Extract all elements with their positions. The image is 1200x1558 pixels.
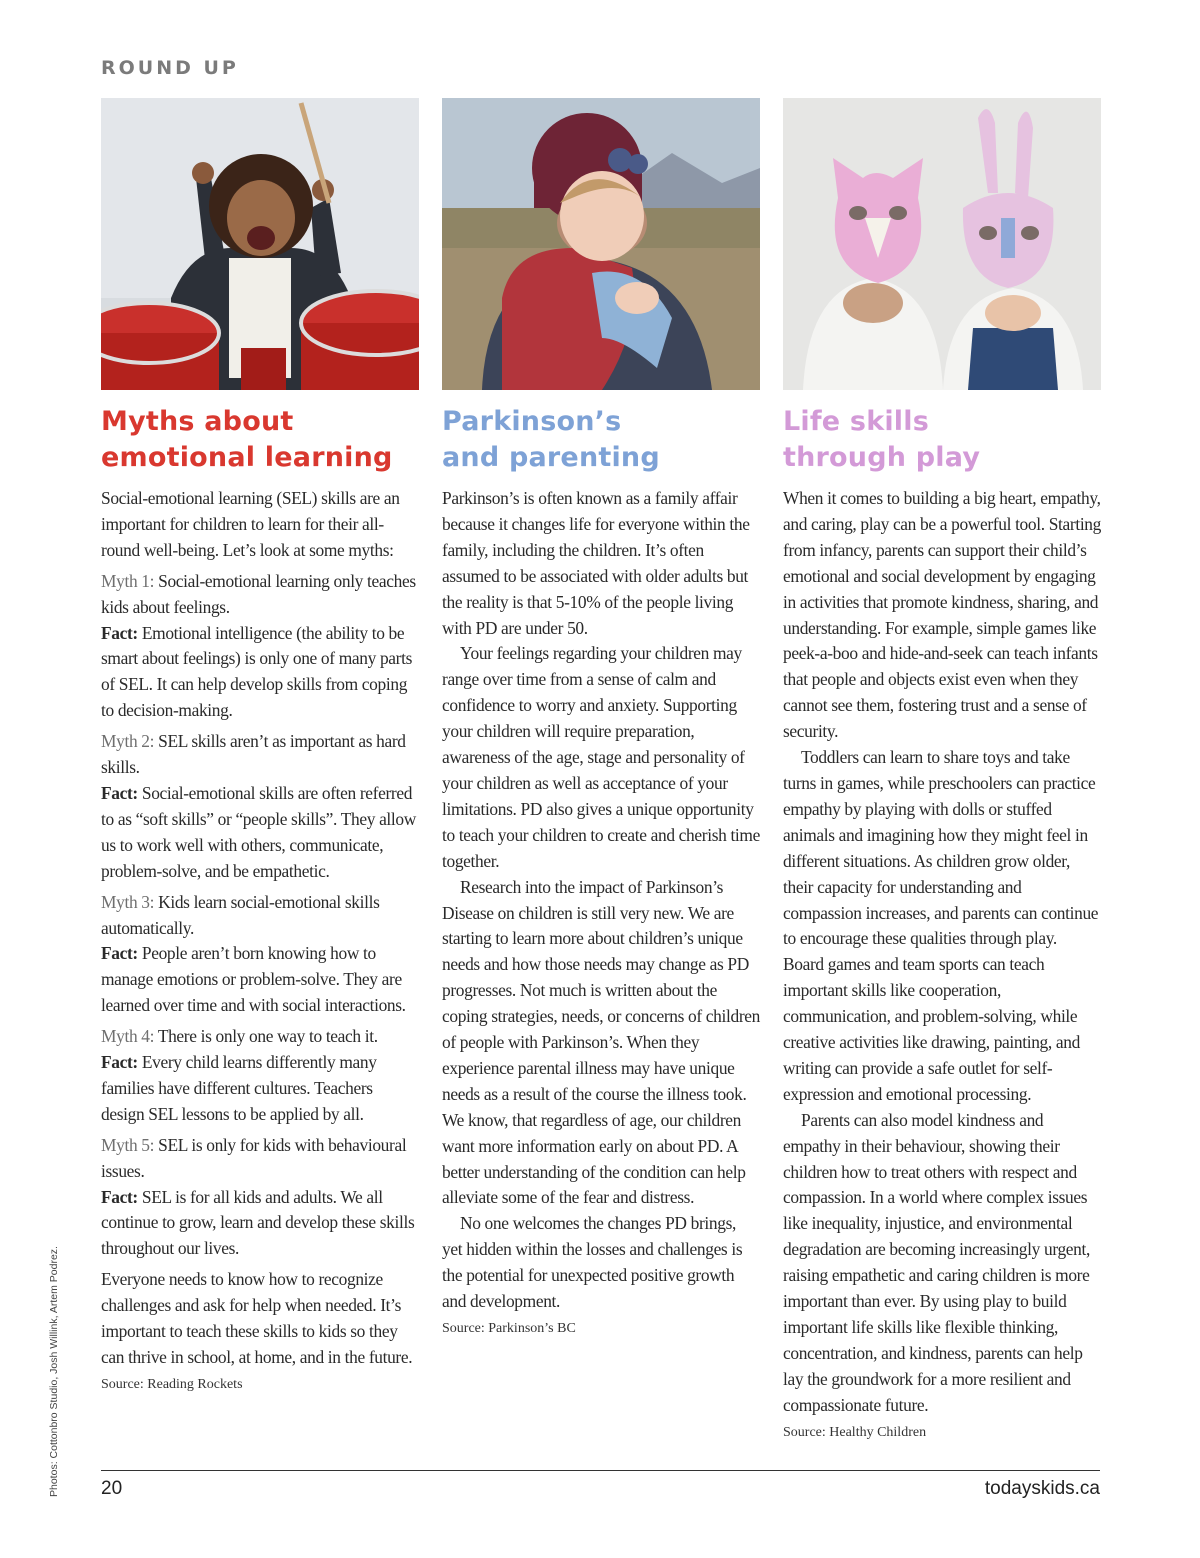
article-sel-myths — [101, 98, 419, 1395]
article-life-skills — [783, 98, 1101, 1443]
parent-hug-photo — [442, 98, 760, 390]
fact-text: Every child learns differently many families have different cultures. Teachers design SEL lessons to be applied by all. — [101, 1052, 377, 1124]
myth-label: Myth 1: — [101, 570, 155, 591]
section-label: ROUND UP — [101, 57, 239, 79]
fact-text: People aren’t born knowing how to manage emotions or problem-solve. They are learned over time and with social interactions. — [101, 943, 406, 1016]
paragraph-2: Toddlers can learn to share toys and take turns in games, while preschoolers can practice empathy by playing with dolls or stuffed animals and imagining how they might feel in different situations. As children grow older, their capacity for understanding and compassion increases, and parents can continue to encourage these qualities through play. Board games and team sports can teach important skills like cooperation, communication, and problem-solving, while creative activities like drawing, painting, and writing can provide a safe outlet for self-expression and emotional processing. — [783, 747, 1099, 1104]
myth-text: Social-emotional learning only teaches kids about feelings. — [101, 570, 416, 617]
myth-text: Kids learn social-emotional skills automatically. — [101, 891, 380, 938]
paragraph-1: When it comes to building a big heart, empathy, and caring, play can be a powerful tool. Starting from infancy, parents can support their child’s emotional and social development by engaging in activities that promote kindness, sharing, and understanding. For example, simple games like peek-a-boo and hide-and-seek can teach infants that people and objects exist even when they cannot see them, fostering trust and a sense of security. — [783, 488, 1101, 742]
article-title — [101, 404, 419, 476]
article-title — [442, 404, 760, 476]
intro-paragraph: Social-emotional learning (SEL) skills are an important for children to learn for their all-round well-being. Let’s look at some myths: — [101, 488, 400, 560]
title-line-1: Myths about — [101, 406, 294, 437]
myth-label: Myth 4: — [101, 1026, 155, 1047]
source-credit: Source: Reading Rockets — [101, 1376, 243, 1392]
myth-label: Myth 2: — [101, 731, 155, 752]
fact-label: Fact: — [101, 943, 138, 964]
myth-5 — [101, 1133, 419, 1185]
myth-label: Myth 5: — [101, 1134, 155, 1155]
title-line-1: Parkinson’s — [442, 406, 622, 437]
myth-3 — [101, 890, 419, 942]
title-line-2: through play — [783, 442, 981, 473]
article-body — [101, 486, 419, 1371]
fact-label: Fact: — [101, 622, 138, 643]
fact-label: Fact: — [101, 782, 138, 803]
fact-text: Social-emotional skills are often referred to as “soft skills” or “people skills”. They allow us to work well with others, communicate, problem-solve, and be empathetic. — [101, 782, 416, 881]
article-parkinsons — [442, 98, 760, 1339]
paragraph-1: Parkinson’s is often known as a family affair because it changes life for everyone within the family, including the children. It’s often assumed to be associated with older adults but the reality is that 5-10% of the people living with PD are under 50. — [442, 488, 750, 638]
article-title — [783, 404, 1101, 476]
fact-text: Emotional intelligence (the ability to be smart about feelings) is only one of many parts of SEL. It can help develop skills from coping to decision-making. — [101, 622, 413, 721]
paragraph-2: Your feelings regarding your children may range over time from a sense of calm and confidence to worry and anxiety. Supporting your children will require preparation, awareness of the age, stage and personality of your children as well as acceptance of your limitations. PD also gives a unique opportunity to teach your children to create and cherish time together. — [442, 643, 760, 871]
myth-1 — [101, 569, 419, 621]
article-body — [442, 486, 760, 1315]
fact-4 — [101, 1050, 419, 1128]
closing-paragraph: Everyone needs to know how to recognize challenges and ask for help when needed. It’s important to teach these skills to kids so they can thrive in school, at home, and in the future. — [101, 1269, 413, 1367]
fact-5 — [101, 1185, 419, 1263]
myth-text: SEL skills aren’t as important as hard skills. — [101, 731, 406, 778]
source-credit: Source: Healthy Children — [783, 1424, 927, 1440]
myth-text: There is only one way to teach it. — [157, 1026, 378, 1047]
myth-2 — [101, 729, 419, 781]
title-line-1: Life skills — [783, 406, 929, 437]
site-url: todayskids.ca — [984, 1478, 1100, 1499]
masks-children-photo — [783, 98, 1101, 390]
paragraph-4: No one welcomes the changes PD brings, yet hidden within the losses and challenges is the potential for unexpected positive growth and development. — [442, 1213, 743, 1312]
fact-2 — [101, 781, 419, 885]
source-credit: Source: Parkinson’s BC — [442, 1321, 576, 1336]
title-line-2: emotional learning — [101, 442, 393, 473]
myth-4 — [101, 1024, 419, 1050]
fact-1 — [101, 621, 419, 725]
paragraph-3: Parents can also model kindness and empathy in their behaviour, showing their children how to treat others with respect and compassion. In a world where complex issues like inequality, injustice, and environmental degradation are becoming increasingly urgent, raising empathetic and caring children is more important than ever. By using play to build important life skills like flexible thinking, concentration, and kindness, parents can help lay the groundwork for a more resilient and compassionate future. — [783, 1109, 1090, 1415]
drums-child-photo — [101, 98, 419, 390]
fact-label: Fact: — [101, 1186, 138, 1207]
fact-text: SEL is for all kids and adults. We all continue to grow, learn and develop these skills throughout our lives. — [101, 1186, 415, 1259]
page-number: 20 — [101, 1478, 123, 1499]
title-line-2: and parenting — [442, 442, 660, 473]
paragraph-3: Research into the impact of Parkinson’s Disease on children is still very new. We are starting to learn more about children’s unique needs and how those needs may change as PD progresses. Not much is written about the coping strategies, needs, or concerns of children of people with Parkinson’s. When they experience parental illness may have unique needs as a result of the course the illness took. We know, that regardless of age, our children want more information early on about PD. A better understanding of the condition can help alleviate some of the fear and distress. — [442, 876, 760, 1208]
myth-label: Myth 3: — [101, 891, 155, 912]
fact-label: Fact: — [101, 1052, 138, 1073]
fact-3 — [101, 941, 419, 1019]
footer-divider — [101, 1470, 1100, 1471]
myth-text: SEL is only for kids with behavioural issues. — [101, 1134, 407, 1181]
article-body — [783, 486, 1101, 1419]
photo-credit: Photos: Cottonbro Studio, Josh Willink, Artem Podrez. — [48, 1246, 60, 1497]
